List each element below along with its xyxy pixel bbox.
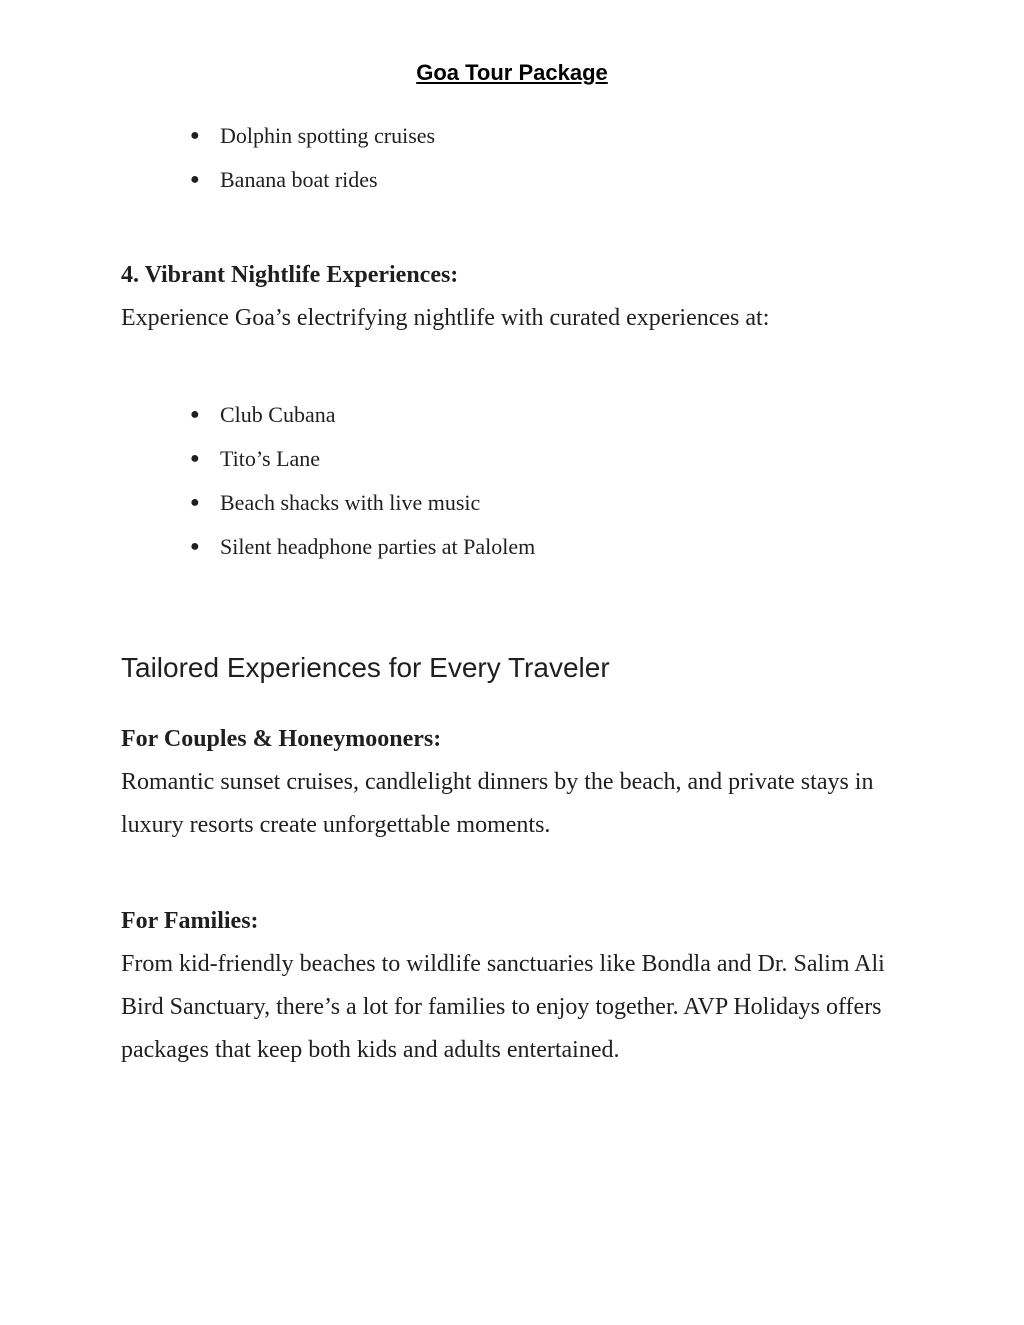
page-title: Goa Tour Package [416,60,608,85]
nightlife-list [190,393,535,569]
bullet-icon: ● [190,127,200,144]
list-item [190,525,535,569]
bullet-icon: ● [190,450,200,467]
bullet-icon: ● [190,171,200,188]
activities-list [190,114,435,202]
bullet-icon: ● [190,494,200,511]
list-item-label: Beach shacks with live music [220,490,481,515]
families-heading: For Families: [121,908,259,934]
nightlife-intro: Experience Goa’s electrifying nightlife with curated experiences at: [121,305,770,331]
nightlife-heading: 4. Vibrant Nightlife Experiences: [121,262,459,288]
list-item [190,393,535,437]
list-item-label: Tito’s Lane [220,446,321,471]
list-item [190,437,535,481]
families-paragraph: From kid-friendly beaches to wildlife sanctuaries like Bondla and Dr. Salim Ali Bird Sanctuary, there’s a lot for families to enjoy together. AVP Holidays offers packages that keep both kids and adults entertained. [121,951,885,1063]
list-item-label: Banana boat rides [220,167,378,192]
list-item-label: Silent headphone parties at Palolem [220,534,536,559]
bullet-icon: ● [190,406,200,423]
list-item [190,114,435,158]
couples-paragraph: Romantic sunset cruises, candlelight dinners by the beach, and private stays in luxury resorts create unforgettable moments. [121,769,874,838]
list-item [190,158,435,202]
list-item [190,481,535,525]
section-heading: Tailored Experiences for Every Traveler [121,652,610,683]
list-item-label: Dolphin spotting cruises [220,123,436,148]
list-item-label: Club Cubana [220,402,336,427]
bullet-icon: ● [190,538,200,555]
couples-heading: For Couples & Honeymooners: [121,726,442,752]
